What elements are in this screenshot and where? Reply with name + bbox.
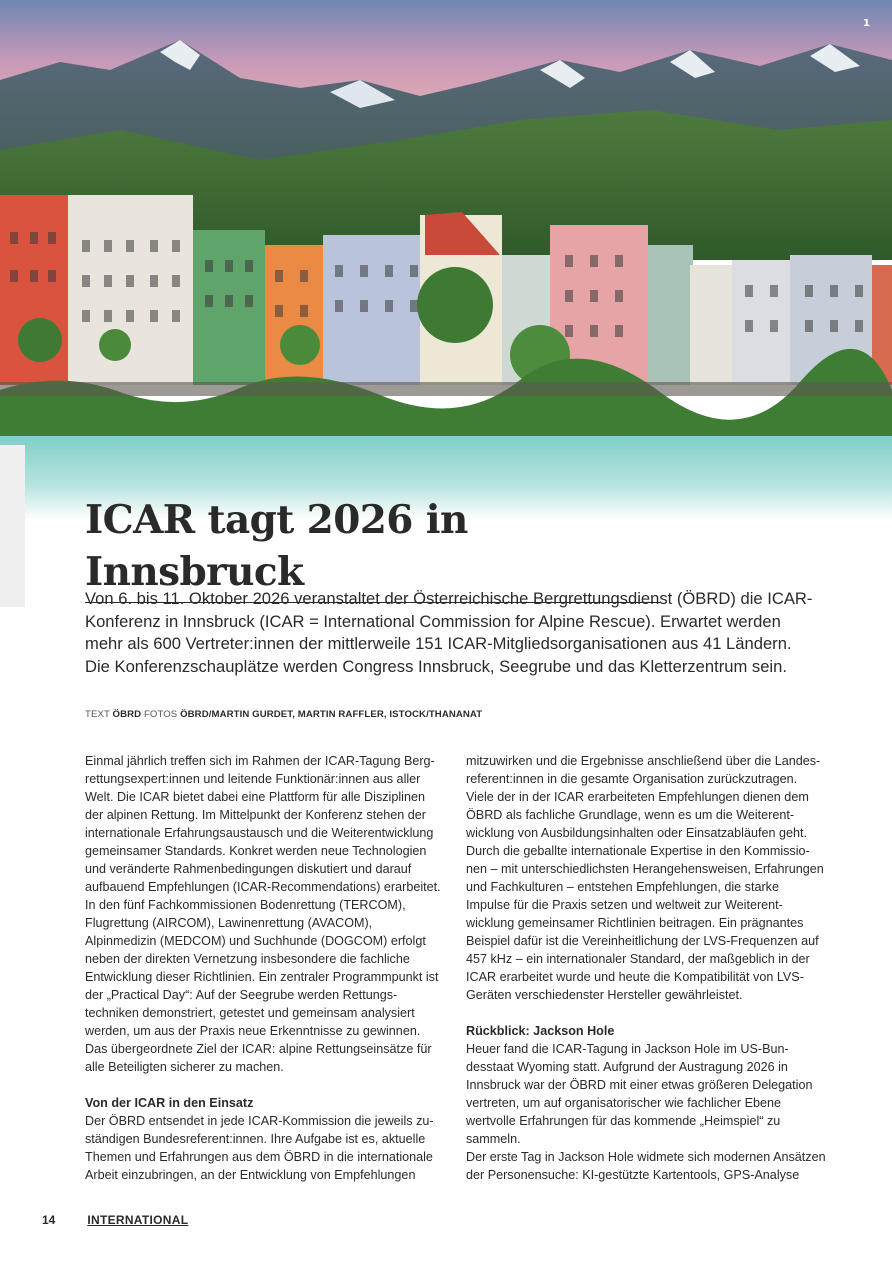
credits-text-author: ÖBRD (112, 709, 142, 720)
page-corner-mark: 1 (863, 18, 870, 29)
paragraph: Heuer fand die ICAR-Tagung in Jackson Hole im US-Bundesstaat Wyoming statt. Aufgrund der Austragung 2026 in Innsbruck war der ÖBRD mit einer etwas größeren Delegation vertreten, um auf organisatorischer wie fachlicher Ebene wertvolle Erfahrungen für das kommende „Heimspiel“ zu sammeln. (466, 1042, 813, 1146)
column-right (466, 752, 826, 1184)
section-link[interactable]: INTERNATIONAL (87, 1213, 189, 1227)
paragraph: Einmal jährlich treffen sich im Rahmen der ICAR-Tagung Bergrettungsexpert:innen und leitende Funktionär:innen aus aller Welt. Die ICAR bietet dabei eine Plattform für alle Disziplinen der alpinen Rettung. Im Mittelpunkt der Konferenz stehen der internationale Erfahrungsaustausch und die Weiterentwicklung gemeinsamer Standards. Konkret werden neue Technologien und veränderte Rahmenbedingungen diskutiert und darauf aufbauend Empfehlungen (ICAR-Recommendations) erarbeitet. In den fünf Fachkommissionen Bodenrettung (TERCOM), Flugrettung (AIRCOM), Lawinenrettung (AVACOM), Alpinmedizin (MEDCOM) und Suchhunde (DOGCOM) erfolgt neben der direkten Vernetzung insbesondere die fachliche Entwicklung dieser Richtlinien. Ein zentraler Programmpunkt ist der „Practical Day“: Auf der Seegrube werden Rettungstechniken demonstriert, getestet und gemeinsam analysiert werden, um aus der Praxis neue Erkenntnisse zu gewinnen. Das übergeordnete Ziel der ICAR: alpine Rettungseinsätze für alle Beteiligten sicherer zu machen. (85, 754, 441, 1074)
column-left (85, 752, 445, 1184)
paragraph: Der ÖBRD entsendet in jede ICAR-Kommission die jeweils zuständigen Bundesreferent:innen. Ihre Aufgabe ist es, aktuelle Themen und Erfahrungen aus dem ÖBRD in die internationale Arbeit einzubringen, an der Entwicklung von Empfehlungen (85, 1114, 434, 1182)
article-title: ICAR tagt 2026 in Innsbruck (85, 494, 661, 603)
subheading: Von der ICAR in den Einsatz (85, 1096, 254, 1110)
hero-photo (0, 0, 892, 520)
page-number: 14 (42, 1213, 56, 1227)
credits-photo-authors: ÖBRD/MARTIN GURDET, MARTIN RAFFLER, ISTOCK/THANANAT (180, 709, 483, 720)
side-tab-strip (0, 445, 25, 607)
article-lead: Von 6. bis 11. Oktober 2026 veranstaltet der Österreichische Bergrettungsdienst (ÖBRD) die ICAR-Konferenz in Innsbruck (ICAR = International Commission for Alpine Rescue). Erwartet werden mehr als 600 Vertreter:innen der mittlerweile 151 ICAR-Mitgliedsorganisationen aus 41 Ländern. Die Konferenzschauplätze werden Congress Innsbruck, Seegrube und das Kletterzentrum sein. (85, 589, 813, 676)
page-footer (42, 1213, 188, 1227)
credits-photo-label: FOTOS (143, 709, 178, 720)
article-credits (85, 709, 482, 720)
paragraph: Der erste Tag in Jackson Hole widmete sich modernen Ansätzen der Personensuche: KI-gestützte Kartentools, GPS-Analyse (466, 1150, 826, 1182)
credits-text-label: TEXT (85, 709, 110, 720)
paragraph: mitzuwirken und die Ergebnisse anschließend über die Landesreferent:innen in die gesamte Organisation zurückzutragen. Viele der in der ICAR erarbeiteten Empfehlungen dienen dem ÖBRD als fachliche Grundlage, wenn es um die Weiterentwicklung von Ausbildungsinhalten oder Einsatzabläufen geht. Durch die geballte internationale Expertise in den Kommissionen – mit unterschiedlichsten Herangehensweisen, Erfahrungen und Fachkulturen – entstehen Empfehlungen, die starke Impulse für die Praxis setzen und weltweit zur Weiterentwicklung gemeinsamer Richtlinien beitragen. Ein prägnantes Beispiel dafür ist die Vereinheitlichung der LVS-Frequenzen auf 457 kHz – ein internationaler Standard, der maßgeblich in der ICAR erarbeitet wurde und heute die Kompatibilität von LVS-Geräten verschiedenster Hersteller gewährleistet. (466, 754, 824, 1002)
subheading: Rückblick: Jackson Hole (466, 1024, 615, 1038)
